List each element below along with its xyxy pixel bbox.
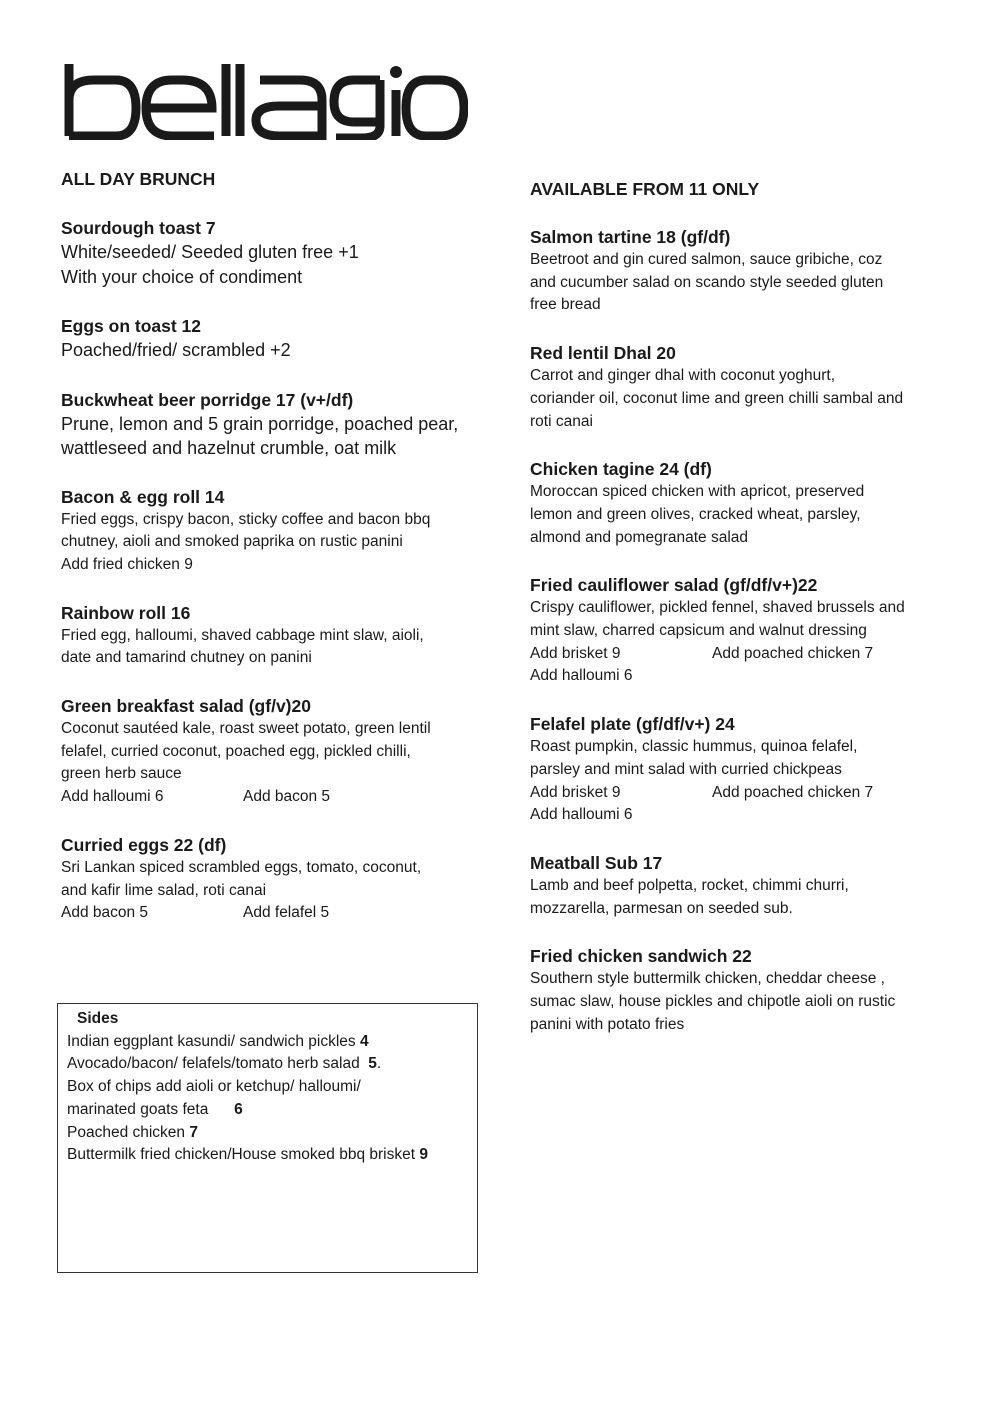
side-item-text: Indian eggplant kasundi/ sandwich pickles bbox=[67, 1032, 360, 1050]
menu-item-title: Fried cauliflower salad (gf/df/v+)22 bbox=[530, 575, 818, 596]
menu-item-description: and kafir lime salad, roti canai bbox=[61, 881, 267, 899]
side-item-price: 9 bbox=[419, 1146, 428, 1164]
side-line bbox=[67, 1144, 477, 1167]
menu-item-title: Bacon & egg roll 14 bbox=[61, 486, 225, 507]
menu-item-title: Curried eggs 22 (df) bbox=[61, 834, 227, 855]
addon-option: Add halloumi 6 bbox=[61, 788, 164, 806]
side-line bbox=[67, 1099, 477, 1122]
menu-item-description: lemon and green olives, cracked wheat, parsley, bbox=[530, 505, 861, 523]
menu-item-description: White/seeded/ Seeded gluten free +1 bbox=[61, 242, 359, 262]
menu-item-description: Fried egg, halloumi, shaved cabbage mint slaw, aioli, bbox=[61, 626, 424, 644]
available-from-11-column bbox=[530, 177, 950, 1036]
side-line bbox=[67, 1031, 477, 1054]
side-item-text: Poached chicken bbox=[67, 1123, 190, 1141]
side-item-price: 6 bbox=[234, 1100, 243, 1118]
side-line bbox=[67, 1053, 477, 1076]
sides-list bbox=[67, 1031, 477, 1167]
menu-item-description: Crispy cauliflower, pickled fennel, shaved brussels and bbox=[530, 599, 905, 617]
menu-item-title: Fried chicken sandwich 22 bbox=[530, 946, 752, 967]
menu-item-description: With your choice of condiment bbox=[61, 266, 303, 287]
menu-item-description: Roast pumpkin, classic hummus, quinoa felafel, bbox=[530, 738, 858, 756]
section-title-all-day-brunch: ALL DAY BRUNCH bbox=[61, 169, 216, 189]
side-item-suffix: . bbox=[376, 1055, 382, 1073]
side-item-price: 7 bbox=[189, 1123, 198, 1141]
addon-option: Add bacon 5 bbox=[61, 904, 149, 922]
side-item-price: 4 bbox=[359, 1032, 369, 1050]
menu-item-description: sumac slaw, house pickles and chipotle aioli on rustic bbox=[530, 993, 896, 1011]
side-item-text: Avocado/bacon/ felafels/tomato herb salad bbox=[67, 1055, 369, 1073]
logo-text: bellagio bbox=[64, 60, 68, 61]
menu-item bbox=[61, 314, 481, 363]
menu-item bbox=[61, 694, 481, 809]
menu-item-title: Green breakfast salad (gf/v)20 bbox=[61, 696, 311, 717]
menu-item-description: roti canai bbox=[530, 412, 593, 430]
addon-option: Add bacon 5 bbox=[243, 788, 331, 806]
side-item-text: Box of chips add aioli or ketchup/ halloumi/ bbox=[67, 1078, 361, 1096]
menu-item bbox=[530, 457, 950, 549]
addon-option: Add poached chicken 7 bbox=[712, 783, 874, 801]
all-day-brunch-column bbox=[61, 167, 481, 925]
addon-row bbox=[530, 782, 950, 805]
menu-item bbox=[530, 341, 950, 433]
menu-item-description: Sri Lankan spiced scrambled eggs, tomato, coconut, bbox=[61, 858, 422, 876]
sides-box bbox=[57, 1003, 478, 1273]
menu-item bbox=[61, 485, 481, 577]
menu-item-description: mint slaw, charred capsicum and walnut dressing bbox=[530, 622, 867, 640]
side-line bbox=[67, 1076, 477, 1099]
menu-item bbox=[530, 573, 950, 688]
menu-item-title: Eggs on toast 12 bbox=[61, 316, 202, 336]
menu-item-title: Red lentil Dhal 20 bbox=[530, 343, 676, 364]
addon-option: Add halloumi 6 bbox=[530, 667, 633, 685]
addon-option: Add felafel 5 bbox=[243, 904, 330, 922]
menu-item-description: Poached/fried/ scrambled +2 bbox=[61, 340, 291, 360]
menu-item bbox=[530, 851, 950, 920]
menu-item-description: Lamb and beef polpetta, rocket, chimmi churri, bbox=[530, 876, 849, 894]
menu-item-title: Chicken tagine 24 (df) bbox=[530, 459, 712, 480]
menu-item bbox=[61, 216, 481, 289]
addon-row bbox=[61, 902, 481, 925]
menu-item bbox=[530, 712, 950, 827]
side-item-text: Buttermilk fried chicken/House smoked bbq brisket bbox=[67, 1146, 420, 1164]
menu-item-title: Rainbow roll 16 bbox=[61, 602, 191, 623]
addon-option: Add poached chicken 7 bbox=[712, 644, 874, 662]
side-item-text: marinated goats feta bbox=[67, 1100, 235, 1118]
addon-option: Add brisket 9 bbox=[530, 783, 621, 801]
sides-title: Sides bbox=[77, 1010, 119, 1027]
menu-item-description: Beetroot and gin cured salmon, sauce gribiche, coz bbox=[530, 251, 883, 268]
menu-item-description: almond and pomegranate salad bbox=[530, 528, 749, 546]
addon-row bbox=[61, 786, 481, 809]
menu-item-description: parsley and mint salad with curried chickpeas bbox=[530, 760, 842, 778]
bellagio-logo bbox=[64, 60, 468, 140]
menu-item-title: Sourdough toast 7 bbox=[61, 218, 216, 238]
menu-item-description: date and tamarind chutney on panini bbox=[61, 649, 312, 667]
menu-item bbox=[61, 388, 481, 461]
menu-item-description: coriander oil, coconut lime and green chilli sambal and bbox=[530, 389, 904, 407]
menu-item-description: green herb sauce bbox=[61, 765, 182, 783]
menu-item bbox=[530, 225, 950, 317]
section-title-available-from-11: AVAILABLE FROM 11 ONLY bbox=[530, 179, 760, 199]
addon-option: Add halloumi 6 bbox=[530, 806, 633, 824]
menu-item-description: Fried eggs, crispy bacon, sticky coffee and bacon bbq bbox=[61, 510, 431, 528]
menu-item-description: mozzarella, parmesan on seeded sub. bbox=[530, 899, 793, 917]
menu-item bbox=[61, 833, 481, 925]
addon-row bbox=[530, 643, 950, 666]
left-menu-items bbox=[61, 216, 481, 925]
menu-item-description: Carrot and ginger dhal with coconut yoghurt, bbox=[530, 367, 836, 385]
menu-item-description: free bread bbox=[530, 296, 601, 314]
addon-option: Add brisket 9 bbox=[530, 644, 621, 662]
menu-item-description: wattleseed and hazelnut crumble, oat milk bbox=[61, 438, 397, 458]
menu-item-title: Meatball Sub 17 bbox=[530, 852, 663, 873]
menu-item-description: panini with potato fries bbox=[530, 1015, 685, 1033]
right-menu-items bbox=[530, 225, 950, 1036]
menu-item-description: Southern style buttermilk chicken, cheddar cheese , bbox=[530, 970, 885, 988]
menu-item-title: Felafel plate (gf/df/v+) 24 bbox=[530, 714, 735, 735]
menu-item-description: felafel, curried coconut, poached egg, pickled chilli, bbox=[61, 742, 411, 760]
menu-item bbox=[530, 944, 950, 1036]
menu-item-title: Buckwheat beer porridge 17 (v+/df) bbox=[61, 389, 354, 410]
menu-item-description: Prune, lemon and 5 grain porridge, poached pear, bbox=[61, 413, 459, 434]
menu-item-description: Moroccan spiced chicken with apricot, preserved bbox=[530, 483, 865, 501]
menu-item-description: and cucumber salad on scando style seeded gluten bbox=[530, 273, 884, 291]
menu-item-description: Add fried chicken 9 bbox=[61, 555, 193, 573]
side-item-price: 5 bbox=[368, 1055, 377, 1073]
menu-item bbox=[61, 601, 481, 670]
side-line bbox=[67, 1122, 477, 1145]
menu-item-title: Salmon tartine 18 (gf/df) bbox=[530, 227, 731, 247]
menu-item-description: chutney, aioli and smoked paprika on rustic panini bbox=[61, 533, 403, 551]
menu-item-description: Coconut sautéed kale, roast sweet potato, green lentil bbox=[61, 720, 431, 738]
